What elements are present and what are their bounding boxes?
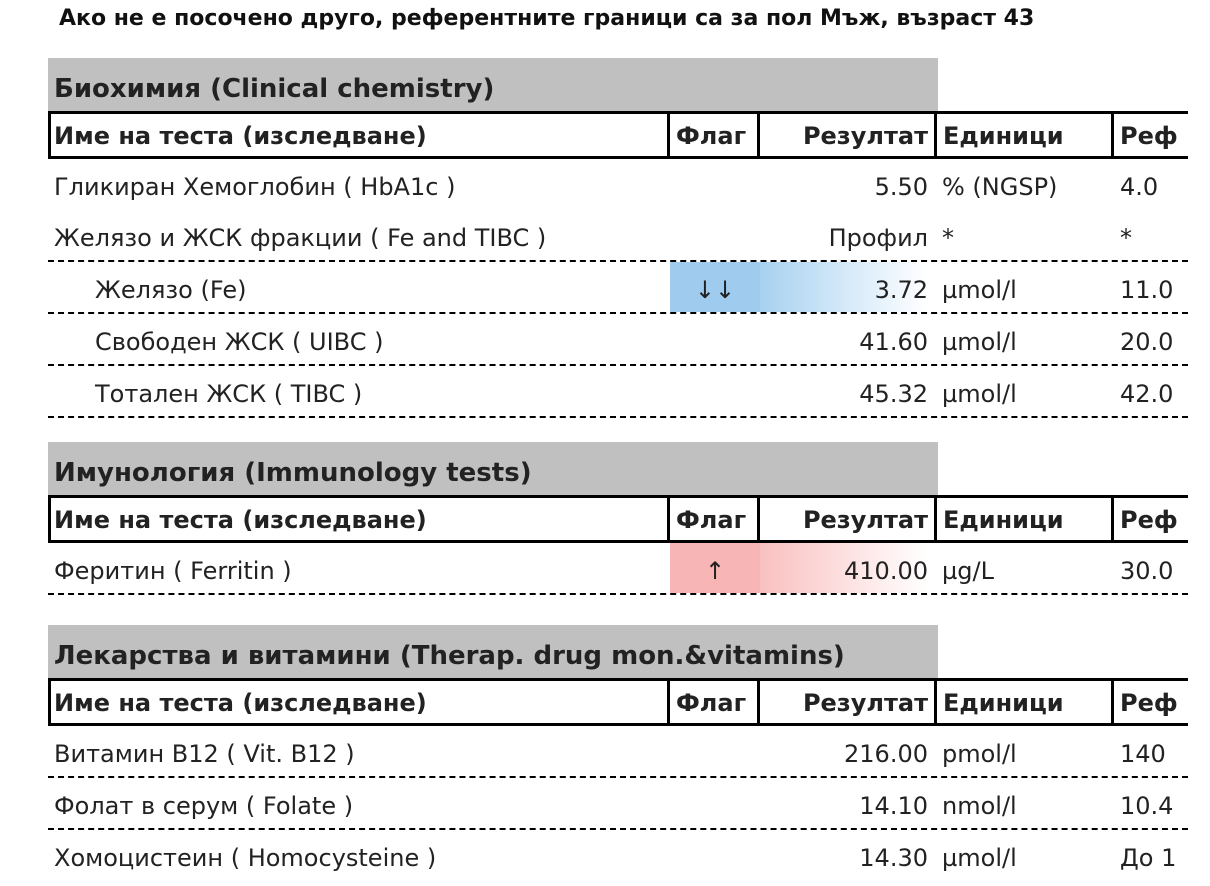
table-header <box>48 111 1188 159</box>
header-reference: Реф <box>1111 681 1210 723</box>
test-reference: 42.0 <box>1120 380 1174 408</box>
header-flag: Флаг <box>667 681 766 723</box>
test-name: Феритин ( Ferritin ) <box>54 557 292 585</box>
test-reference: * <box>1120 224 1132 252</box>
test-flag <box>670 778 760 828</box>
table-row <box>48 159 1188 210</box>
header-units: Единици <box>934 114 1121 156</box>
test-unit: pmol/l <box>942 740 1017 768</box>
table-row <box>48 314 1188 366</box>
header-result: Резултат <box>757 498 930 540</box>
test-reference: 140 <box>1120 740 1166 768</box>
test-name: Тотален ЖСК ( TIBC ) <box>95 380 363 408</box>
header-flag: Флаг <box>667 498 766 540</box>
test-reference: 20.0 <box>1120 328 1174 356</box>
test-name: Фолат в серум ( Folate ) <box>54 792 354 820</box>
header-reference: Реф <box>1111 114 1210 156</box>
test-reference: 11.0 <box>1120 276 1174 304</box>
test-result: 14.30 <box>859 844 928 872</box>
header-test-name: Име на теста (изследване) <box>54 122 427 150</box>
table-header <box>48 678 1188 726</box>
test-unit: µg/L <box>942 557 994 585</box>
header-reference: Реф <box>1111 498 1210 540</box>
test-unit: µmol/l <box>942 328 1017 356</box>
section-immunology <box>48 442 1178 595</box>
section-clinical-chemistry <box>48 58 1178 418</box>
test-flag <box>670 366 760 416</box>
test-result: 45.32 <box>859 380 928 408</box>
test-reference: До 1 <box>1120 844 1177 872</box>
test-result: 216.00 <box>844 740 928 768</box>
table-row <box>48 210 1188 262</box>
section-drugs-vitamins <box>48 625 1178 881</box>
flag-low-icon: ↓↓ <box>670 262 760 312</box>
header-flag: Флаг <box>667 114 766 156</box>
test-result: Профил <box>828 224 928 252</box>
header-result: Резултат <box>757 114 930 156</box>
table-header <box>48 495 1188 543</box>
table-row <box>48 543 1188 595</box>
section-title: Биохимия (Clinical chemistry) <box>48 58 938 112</box>
test-reference: 10.4 <box>1120 792 1174 820</box>
reference-note: Ако не е посочено друго, референтните граници са за пол Мъж, възраст 43 <box>59 6 1035 31</box>
test-name: Желязо (Fe) <box>95 276 247 304</box>
test-result: 3.72 <box>760 262 928 312</box>
header-units: Единици <box>934 498 1121 540</box>
test-flag <box>670 159 760 210</box>
test-result: 410.00 <box>760 543 928 593</box>
test-name: Хомоцистеин ( Homocysteine ) <box>54 844 437 872</box>
table-row <box>48 262 1188 314</box>
table-row <box>48 726 1188 778</box>
test-name: Свободен ЖСК ( UIBC ) <box>95 328 384 356</box>
test-reference: 4.0 <box>1120 173 1159 201</box>
table-row <box>48 830 1188 881</box>
test-unit: nmol/l <box>942 792 1017 820</box>
test-flag <box>670 314 760 364</box>
test-result: 14.10 <box>859 792 928 820</box>
test-unit: µmol/l <box>942 844 1017 872</box>
test-unit: µmol/l <box>942 380 1017 408</box>
test-name: Витамин B12 ( Vit. B12 ) <box>54 740 355 768</box>
test-flag <box>670 830 760 881</box>
test-result: 5.50 <box>874 173 928 201</box>
test-name: Желязо и ЖСК фракции ( Fe and TIBC ) <box>54 224 547 252</box>
test-unit: µmol/l <box>942 276 1017 304</box>
test-flag <box>670 726 760 776</box>
header-test-name: Име на теста (изследване) <box>54 689 427 717</box>
test-result: 41.60 <box>859 328 928 356</box>
test-name: Гликиран Хемоглобин ( HbA1c ) <box>54 173 456 201</box>
section-title: Имунология (Immunology tests) <box>48 442 938 496</box>
table-row <box>48 778 1188 830</box>
test-unit: % (NGSP) <box>942 173 1058 201</box>
header-test-name: Име на теста (изследване) <box>54 506 427 534</box>
header-units: Единици <box>934 681 1121 723</box>
header-result: Резултат <box>757 681 930 723</box>
section-title: Лекарства и витамини (Therap. drug mon.&vitamins) <box>48 625 938 679</box>
test-flag <box>670 210 760 260</box>
test-unit: * <box>942 224 954 252</box>
test-reference: 30.0 <box>1120 557 1174 585</box>
table-row <box>48 366 1188 418</box>
flag-high-icon: ↑ <box>670 543 760 593</box>
